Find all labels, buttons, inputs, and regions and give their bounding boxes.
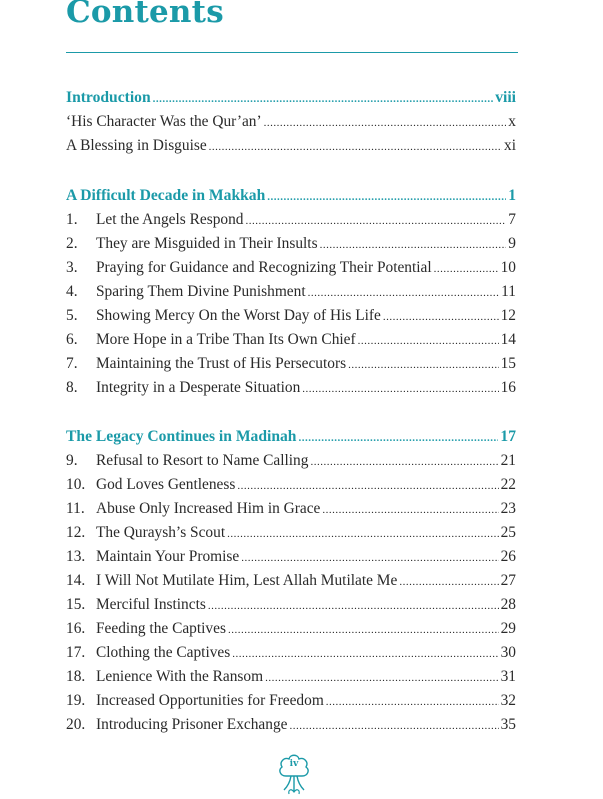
dot-leader [267,185,506,209]
toc-entry-number: 7. [66,355,78,372]
toc-entry-label: I Will Not Mutilate Him, Lest Allah Mutilate Me [96,572,398,589]
toc-entry-number: 10. [66,476,86,493]
toc-section-heading[interactable] [66,425,516,449]
toc-entry-label: Clothing the Captives [96,644,231,661]
dot-leader [399,570,498,594]
toc-entry-label: Introducing Prisoner Exchange [96,716,288,733]
toc-entry-label: Praying for Guidance and Recognizing Their Potential [96,259,432,276]
toc-entry-label: Increased Opportunities for Freedom [96,692,324,709]
toc-entry-label: Sparing Them Divine Punishment [96,283,306,300]
dot-leader [320,233,507,257]
toc-entry-label: ‘His Character Was the Qur’an’ [66,113,262,130]
dot-leader [383,305,499,329]
toc-entry-label: Showing Mercy On the Worst Day of His Life [96,307,381,324]
toc-entry[interactable] [66,593,516,617]
toc-page-number: 15 [500,355,516,372]
toc-entry[interactable] [66,617,516,641]
toc-entry[interactable] [66,304,516,328]
toc-entry-number: 16. [66,620,86,637]
toc-page-number: 22 [500,476,516,493]
toc-entry-label: Maintaining the Trust of His Persecutors [96,355,347,372]
toc-page-number: 10 [500,259,516,276]
toc-heading-label: The Legacy Continues in Madinah [66,428,297,445]
toc-page-number: 1 [508,187,516,204]
dot-leader [208,594,499,618]
dot-leader [265,666,499,690]
toc-entry-number: 12. [66,524,86,541]
dot-leader [298,426,498,450]
toc-heading-label: A Difficult Decade in Makkah [66,187,266,204]
toc-page-number: 31 [500,668,516,685]
toc-entry[interactable] [66,569,516,593]
dot-leader [264,111,507,135]
page-number: iv [289,759,299,769]
toc-entry-number: 17. [66,644,86,661]
toc-entry-number: 20. [66,716,86,733]
toc-entry[interactable] [66,256,516,280]
toc-entry-label: Integrity in a Desperate Situation [96,379,301,396]
toc-page-number: 28 [500,596,516,613]
section-spacer [66,158,516,184]
toc-entry[interactable] [66,689,516,713]
toc-entry-label: A Blessing in Disguise [66,137,207,154]
toc-entry-number: 19. [66,692,86,709]
toc-page-number: 11 [501,283,516,300]
toc-entry-label: Abuse Only Increased Him in Grace [96,500,321,517]
toc-entry-number: 5. [66,307,78,324]
toc-entry[interactable] [66,665,516,689]
toc-page-number: viii [495,89,516,106]
dot-leader [227,522,499,546]
page-footer [276,752,312,795]
toc-entry[interactable] [66,280,516,304]
toc-entry[interactable] [66,449,516,473]
dot-leader [326,690,499,714]
toc-page-number: 16 [500,379,516,396]
toc-heading-label: Introduction [66,89,151,106]
toc-entry[interactable] [66,376,516,400]
dot-leader [358,329,499,353]
toc-entry[interactable] [66,545,516,569]
dot-leader [209,135,502,159]
toc-entry-number: 11. [66,500,85,517]
dot-leader [232,642,498,666]
dot-leader [322,498,498,522]
toc-page-number: 12 [500,307,516,324]
toc-entry[interactable] [66,473,516,497]
toc-entry[interactable] [66,352,516,376]
toc-page-number: 23 [500,500,516,517]
dot-leader [228,618,499,642]
toc-entry-number: 15. [66,596,86,613]
toc-entry-number: 2. [66,235,78,252]
toc-page-number: 17 [500,428,516,445]
toc-entry[interactable] [66,208,516,232]
toc-entry[interactable] [66,232,516,256]
toc-entry-label: Refusal to Resort to Name Calling [96,452,309,469]
toc-page-number: 27 [500,572,516,589]
toc-entry-label: They are Misguided in Their Insults [96,235,318,252]
dot-leader [310,450,498,474]
toc-entry-number: 6. [66,331,78,348]
title-divider [66,52,518,53]
toc-page-number: xi [504,137,516,154]
toc-section-heading[interactable] [66,184,516,208]
toc-entry[interactable] [66,328,516,352]
toc-entry-number: 13. [66,548,86,565]
toc-entry-number: 4. [66,283,78,300]
toc-entry[interactable] [66,641,516,665]
dot-leader [302,377,498,401]
toc-entry[interactable] [66,521,516,545]
toc-entry-number: 9. [66,452,78,469]
toc-page-number: x [508,113,516,130]
toc-entry[interactable] [66,110,516,134]
toc-entry-label: More Hope in a Tribe Than Its Own Chief [96,331,356,348]
toc-page-number: 7 [508,211,516,228]
toc-page-number: 30 [500,644,516,661]
toc-page-number: 14 [500,331,516,348]
toc-page-number: 26 [500,548,516,565]
toc-page-number: 32 [500,692,516,709]
toc-section-heading[interactable] [66,86,516,110]
dot-leader [245,209,506,233]
table-of-contents [66,86,516,737]
dot-leader [434,257,499,281]
dot-leader [348,353,499,377]
toc-page-number: 25 [500,524,516,541]
toc-entry-label: Feeding the Captives [96,620,226,637]
dot-leader [289,714,498,738]
toc-entry-label: God Loves Gentleness [96,476,236,493]
toc-entry-number: 14. [66,572,86,589]
dot-leader [153,87,494,111]
toc-page-number: 9 [508,235,516,252]
dot-leader [241,546,498,570]
toc-entry-number: 3. [66,259,78,276]
toc-entry-number: 18. [66,668,86,685]
toc-page-number: 35 [500,716,516,733]
toc-page-number: 21 [500,452,516,469]
toc-entry-number: 1. [66,211,78,228]
toc-entry-label: Maintain Your Promise [96,548,240,565]
toc-entry-label: Merciful Instincts [96,596,206,613]
toc-entry-label: The Quraysh’s Scout [96,524,226,541]
toc-entry[interactable] [66,134,516,158]
toc-entry-label: Lenience With the Ransom [96,668,264,685]
section-spacer [66,400,516,425]
toc-entry-number: 8. [66,379,78,396]
toc-entry[interactable] [66,713,516,737]
toc-page-number: 29 [500,620,516,637]
dot-leader [308,281,500,305]
toc-entry[interactable] [66,497,516,521]
page-title: Contents [66,0,224,30]
toc-entry-label: Let the Angels Respond [96,211,244,228]
dot-leader [237,474,498,498]
